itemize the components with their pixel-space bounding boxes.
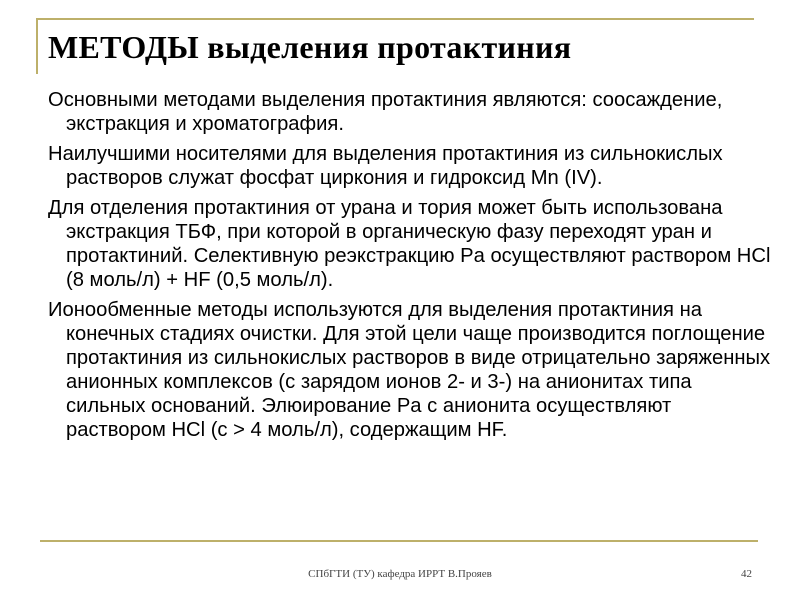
top-border-line bbox=[36, 18, 754, 20]
slide-body bbox=[48, 88, 772, 448]
paragraph-methods: Основными методами выделения протактиния являются: соосаждение, экстракция и хроматография. bbox=[48, 89, 723, 135]
footer-text: СПбГТИ (ТУ) кафедра ИРРТ В.Прояев bbox=[308, 568, 492, 580]
slide-title: МЕТОДЫ выделения протактиния bbox=[48, 29, 572, 65]
left-border-line bbox=[36, 18, 38, 74]
paragraph-carriers: Наилучшими носителями для выделения протактиния из сильнокислых растворов служат фосфат циркония и гидроксид Mn (IV). bbox=[48, 143, 723, 189]
page-number: 42 bbox=[741, 568, 752, 580]
paragraph-ion-exchange: Ионообменные методы используются для выделения протактиния на конечных стадиях очистки. Для этой цели чаще производится поглощение протактиния из сильнокислых растворов в виде отрицательно заряженных анионных комплексов (с зарядом ионов 2- и 3-) на анионитах типа сильных оснований. Элюирование Pa с анионита осуществляют раствором HCl (с > 4 моль/л), содержащим HF. bbox=[48, 299, 771, 441]
paragraph-extraction: Для отделения протактиния от урана и тория может быть использована экстракция ТБФ, при которой в органическую фазу переходят уран и протактиний. Селективную реэкстракцию Pa осуществляют раствором HCl (8 моль/л) + HF (0,5 моль/л). bbox=[48, 197, 771, 291]
bottom-border-line bbox=[40, 540, 758, 542]
